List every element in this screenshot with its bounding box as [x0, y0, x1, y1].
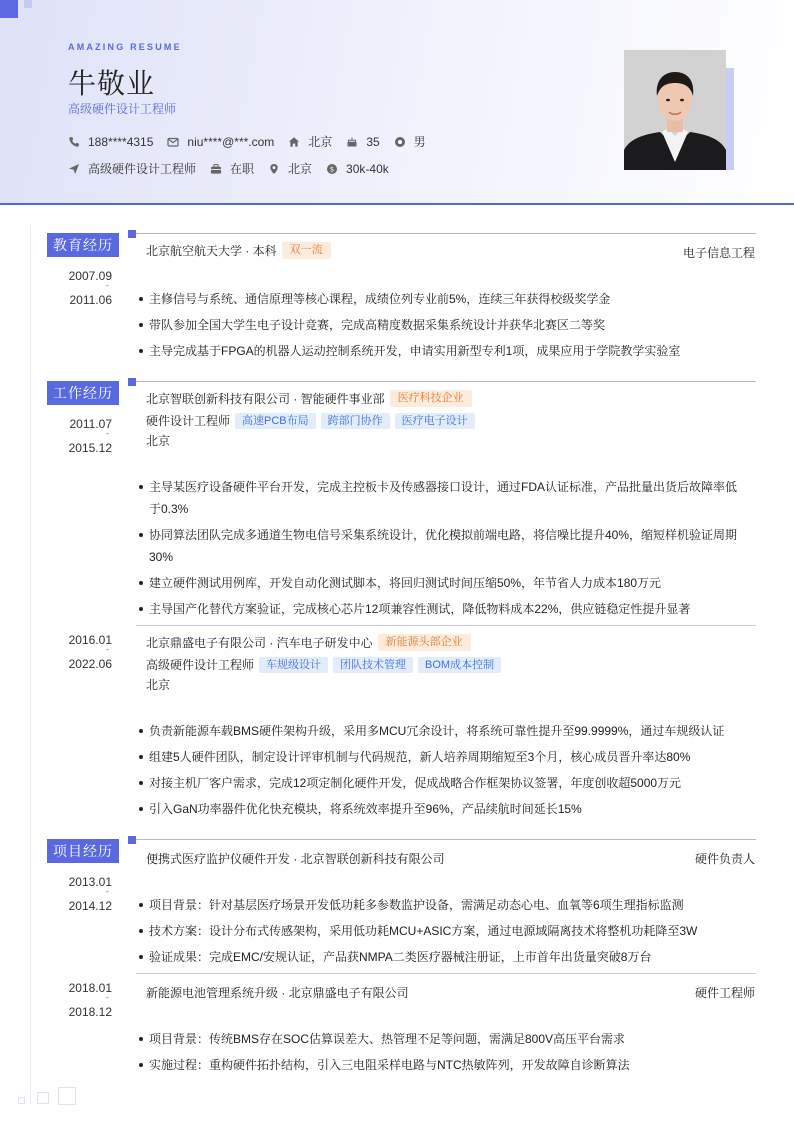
gender-value: 男	[413, 135, 426, 149]
work-company	[146, 634, 471, 651]
location-pin-icon	[268, 163, 280, 175]
phone-icon	[68, 136, 80, 148]
work-location: 北京	[146, 434, 171, 448]
section-label-work: 工作经历	[47, 381, 119, 405]
money-icon	[326, 163, 338, 175]
send-icon	[68, 163, 80, 175]
list-item: 主导国产化替代方案验证，完成核心芯片12项兼容性测试，降低物料成本22%，供应链稳定性提升显著	[136, 598, 748, 620]
project-bullets	[136, 894, 748, 972]
list-item: 实施过程：重构硬件拓扑结构，引入三电阻采样电路与NTC热敏阵列，开发故障自诊断算法	[136, 1054, 748, 1076]
info-email	[167, 135, 274, 149]
list-item: 技术方案：设计分布式传感架构，采用低功耗MCU+ASIC方案，通过电源域隔离技术将整机功耗降至3W	[136, 920, 748, 942]
info-phone	[68, 135, 153, 149]
section-marker	[128, 836, 136, 844]
corner-decoration-small	[24, 0, 32, 8]
school-tag: 双一流	[282, 242, 331, 259]
date-separator: -	[106, 887, 109, 896]
education-end-date: 2011.06	[69, 293, 112, 307]
hometown-value: 北京	[308, 135, 333, 149]
work-location: 北京	[146, 678, 171, 692]
email-value: niu****@***.com	[187, 134, 275, 149]
section-label-education: 教育经历	[47, 233, 119, 257]
work-bullets	[136, 476, 748, 624]
info-age	[346, 135, 379, 149]
phone-value: 188****4315	[88, 134, 154, 149]
project-end-date: 2018.12	[68, 1005, 112, 1019]
section-divider	[136, 233, 756, 234]
avatar	[624, 50, 726, 170]
project-start-date: 2013.01	[68, 875, 112, 889]
project-role: 硬件负责人	[694, 852, 755, 866]
section-marker	[128, 230, 136, 238]
date-separator: -	[106, 429, 109, 438]
section-divider	[136, 839, 756, 840]
cake-icon	[346, 136, 358, 148]
list-item: 项目背景：传统BMS存在SOC估算误差大、热管理不足等问题，需满足800V高压平台需求	[136, 1028, 748, 1050]
candidate-name: 牛敬业	[68, 68, 156, 99]
candidate-title: 高级硬件设计工程师	[68, 102, 177, 116]
home-icon	[288, 136, 300, 148]
education-school	[146, 242, 331, 259]
company-tag: 新能源头部企业	[378, 634, 471, 651]
list-item: 负责新能源车载BMS硬件架构升级，采用多MCU冗余设计，将系统可靠性提升至99.9999%，通过车规级认证	[136, 720, 748, 742]
target-city-value: 北京	[288, 162, 313, 176]
info-gender	[394, 133, 426, 150]
company-name: 北京智联创新科技有限公司 · 智能硬件事业部	[146, 392, 385, 406]
briefcase-icon	[210, 163, 222, 175]
list-item: 组建5人硬件团队，制定设计评审机制与代码规范，新人培养周期缩短至3个月，核心成员晋升率达80%	[136, 746, 748, 768]
role-name: 硬件设计工程师	[146, 414, 231, 428]
salary-value: 30k-40k	[346, 161, 389, 176]
work-bullets	[136, 720, 748, 824]
info-status	[210, 160, 254, 177]
list-item: 主导完成基于FPGA的机器人运动控制系统开发，申请实用新型专利1项，成果应用于学院教学实验室	[136, 340, 748, 362]
company-name: 北京鼎盛电子有限公司 · 汽车电子研发中心	[146, 636, 373, 650]
contact-info-row	[68, 133, 440, 150]
resume-header	[0, 0, 794, 205]
entry-divider	[136, 625, 756, 626]
age-value: 35	[366, 134, 380, 149]
skill-tag: 跨部门协作	[321, 413, 390, 429]
mail-icon	[167, 136, 179, 148]
education-start-date: 2007.09	[68, 269, 112, 283]
project-name: 新能源电池管理系统升级 · 北京鼎盛电子有限公司	[146, 986, 409, 1000]
footer-decoration	[37, 1092, 49, 1104]
education-major: 电子信息工程	[682, 246, 755, 260]
status-value: 在职	[230, 162, 255, 176]
work-end-date: 2022.06	[68, 657, 112, 671]
skill-tag: 团队技术管理	[333, 657, 413, 673]
list-item: 验证成果：完成EMC/安规认证，产品获NMPA二类医疗器械注册证，上市首年出货量突破8万台	[136, 946, 748, 968]
list-item: 对接主机厂客户需求，完成12项定制化硬件开发，促成战略合作框架协议签署，年度创收超5000万元	[136, 772, 748, 794]
work-start-date: 2016.01	[68, 633, 112, 647]
job-intent-row	[68, 160, 403, 177]
work-company	[146, 390, 472, 407]
section-marker	[128, 378, 136, 386]
project-name: 便携式医疗监护仪硬件开发 · 北京智联创新科技有限公司	[146, 852, 445, 866]
date-separator: -	[106, 281, 109, 290]
work-role	[146, 656, 501, 673]
work-start-date: 2011.07	[69, 417, 112, 431]
date-separator: -	[106, 645, 109, 654]
company-tag: 医疗科技企业	[390, 390, 472, 407]
project-bullets	[136, 1028, 748, 1080]
project-start-date: 2018.01	[68, 981, 112, 995]
info-hometown	[288, 133, 332, 150]
skill-tag: BOM成本控制	[418, 657, 501, 673]
list-item: 建立硬件测试用例库，开发自动化测试脚本，将回归测试时间压缩50%，年节省人力成本180万元	[136, 572, 748, 594]
footer-decoration	[18, 1097, 25, 1104]
work-end-date: 2015.12	[68, 441, 112, 455]
list-item: 带队参加全国大学生电子设计竞赛，完成高精度数据采集系统设计并获华北赛区二等奖	[136, 314, 748, 336]
list-item: 协同算法团队完成多通道生物电信号采集系统设计，优化模拟前端电路，将信噪比提升40%，缩短样机验证周期30%	[136, 524, 748, 568]
role-name: 高级硬件设计工程师	[146, 658, 255, 672]
footer-decoration	[58, 1087, 76, 1105]
corner-decoration	[0, 0, 18, 18]
skill-tag: 高速PCB布局	[235, 413, 316, 429]
timeline-line	[30, 225, 31, 1105]
school-name: 北京航空航天大学 · 本科	[146, 244, 277, 258]
info-target-position	[68, 160, 196, 177]
info-target-city	[268, 160, 312, 177]
svg-text:$: $	[329, 165, 335, 174]
section-divider	[136, 381, 756, 382]
target-position-value: 高级硬件设计工程师	[88, 162, 197, 176]
profile-photo	[624, 50, 734, 170]
info-salary	[326, 162, 389, 176]
project-role: 硬件工程师	[694, 986, 755, 1000]
work-role	[146, 412, 475, 429]
list-item: 引入GaN功率器件优化快充模块，将系统效率提升至96%，产品续航时间延长15%	[136, 798, 748, 820]
project-end-date: 2014.12	[68, 899, 112, 913]
skill-tag: 医疗电子设计	[395, 413, 475, 429]
resume-eyebrow: AMAZING RESUME	[68, 42, 182, 52]
education-bullets	[136, 288, 748, 366]
date-separator: -	[106, 993, 109, 1002]
list-item: 主导某医疗设备硬件平台开发，完成主控板卡及传感器接口设计，通过FDA认证标准，产品批量出货后故障率低于0.3%	[136, 476, 748, 520]
entry-divider	[136, 973, 756, 974]
gender-icon	[394, 136, 406, 148]
list-item: 主修信号与系统、通信原理等核心课程，成绩位列专业前5%，连续三年获得校级奖学金	[136, 288, 748, 310]
section-label-projects: 项目经历	[47, 839, 119, 863]
list-item: 项目背景：针对基层医疗场景开发低功耗多参数监护设备，需满足动态心电、血氧等6项生理指标监测	[136, 894, 748, 916]
skill-tag: 车规级设计	[259, 657, 328, 673]
